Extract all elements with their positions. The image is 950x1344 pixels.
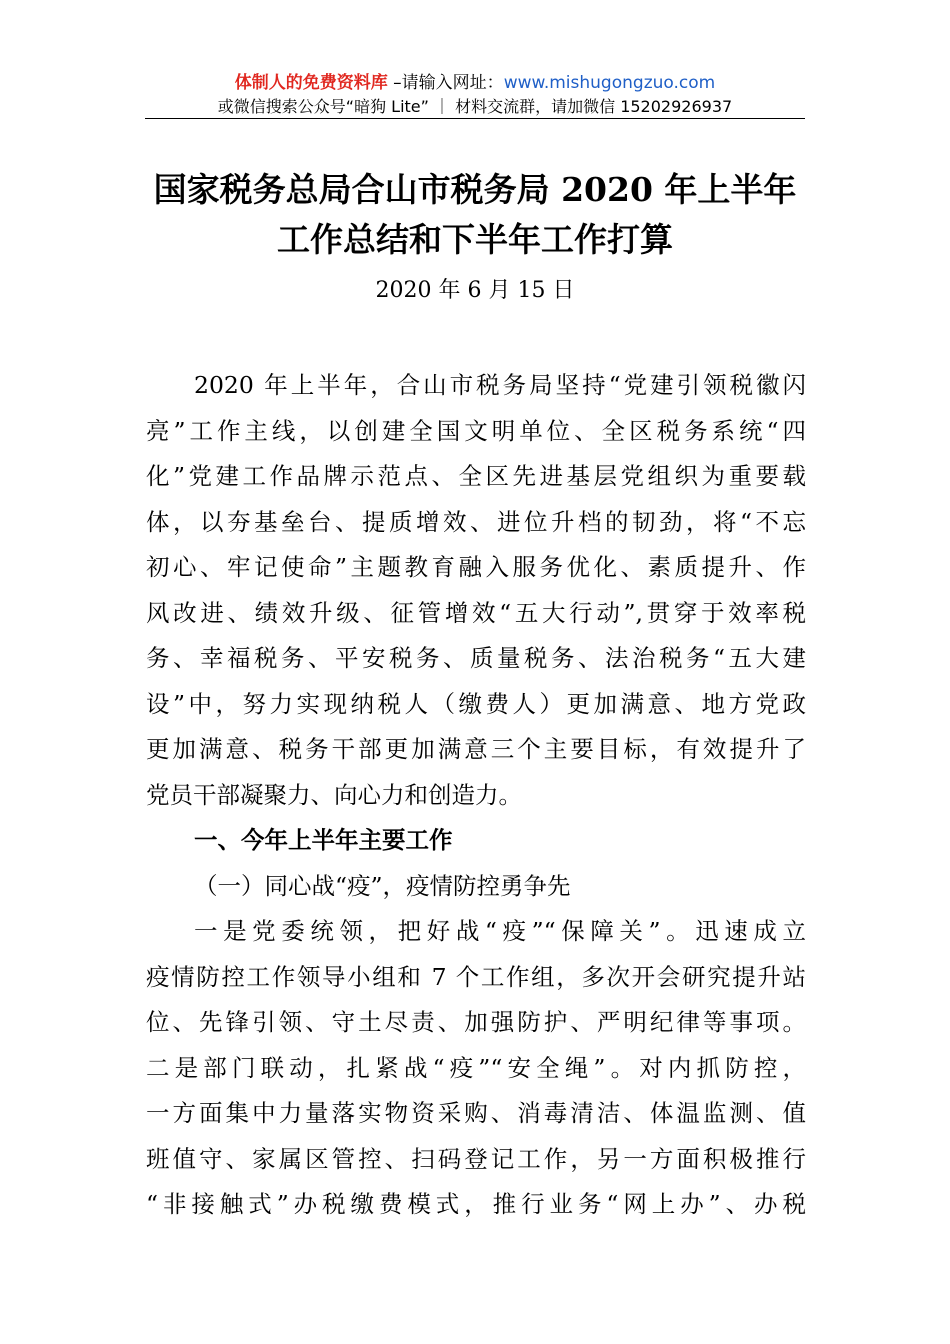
paragraph-line: “非接触式”办税缴费模式，推行业务“网上办”、办税 xyxy=(146,1190,806,1218)
title-line-2: 工作总结和下半年工作打算 xyxy=(277,220,673,259)
paragraph-line: 更加满意、税务干部更加满意三个主要目标，有效提升了 xyxy=(146,735,806,763)
paragraph-line: 一是党委统领，把好战“疫”“保障关”。迅速成立 xyxy=(194,917,806,945)
paragraph-line: 班值守、家属区管控、扫码登记工作，另一方面积极推行 xyxy=(146,1144,806,1173)
subsection-heading: （一）同心战“疫”，疫情防控勇争先 xyxy=(194,871,571,900)
title-line-1: 国家税务总局合山市税务局 2020 年上半年 xyxy=(153,170,797,209)
document-title xyxy=(145,165,805,265)
document-date: 2020 年 6 月 15 日 xyxy=(375,278,575,303)
paragraph-line: 党员干部凝聚力、向心力和创造力。 xyxy=(146,780,522,809)
paragraph-line: 体，以夯基垒台、提质增效、进位升档的韧劲，将“不忘 xyxy=(146,507,806,536)
paragraph-line: 设”中，努力实现纳税人（缴费人）更加满意、地方党政 xyxy=(146,689,806,718)
paragraph-line: 一方面集中力量落实物资采购、消毒清洁、体温监测、值 xyxy=(146,1099,806,1127)
document-body xyxy=(146,363,806,1228)
header-url-prompt: –请输入网址： xyxy=(387,73,504,93)
header-divider xyxy=(145,118,805,119)
header-line-2: 或微信搜索公众号“暗狗 Lite” ｜ 材料交流群，请加微信 15202926937 xyxy=(217,97,733,116)
header-url-link[interactable]: www.mishugongzuo.com xyxy=(503,73,716,93)
paragraph-line: 风改进、绩效升级、征管增效“五大行动”,贯穿于效率税 xyxy=(146,598,806,627)
paragraph-line: 疫情防控工作领导小组和 7 个工作组，多次开会研究提升站 xyxy=(146,962,806,991)
paragraph-line: 二是部门联动，扎紧战“疫”“安全绳”。对内抓防控， xyxy=(146,1053,806,1082)
paragraph-line: 化”党建工作品牌示范点、全区先进基层党组织为重要载 xyxy=(146,462,806,490)
paragraph-line: 初心、牢记使命”主题教育融入服务优化、素质提升、作 xyxy=(146,553,806,581)
paragraph-line: 位、先锋引领、守土尽责、加强防护、严明纪律等事项。 xyxy=(146,1008,806,1036)
section-heading: 一、今年上半年主要工作 xyxy=(194,826,453,854)
paragraph-line: 亮”工作主线，以创建全国文明单位、全区税务系统“四 xyxy=(146,416,806,445)
header-line-1 xyxy=(145,70,805,96)
paragraph-line: 务、幸福税务、平安税务、质量税务、法治税务“五大建 xyxy=(146,644,806,672)
header-brand: 体制人的免费资料库 xyxy=(234,73,388,93)
paragraph-line: 2020 年上半年，合山市税务局坚持“党建引领税徽闪 xyxy=(194,371,806,399)
page-header xyxy=(145,70,805,118)
